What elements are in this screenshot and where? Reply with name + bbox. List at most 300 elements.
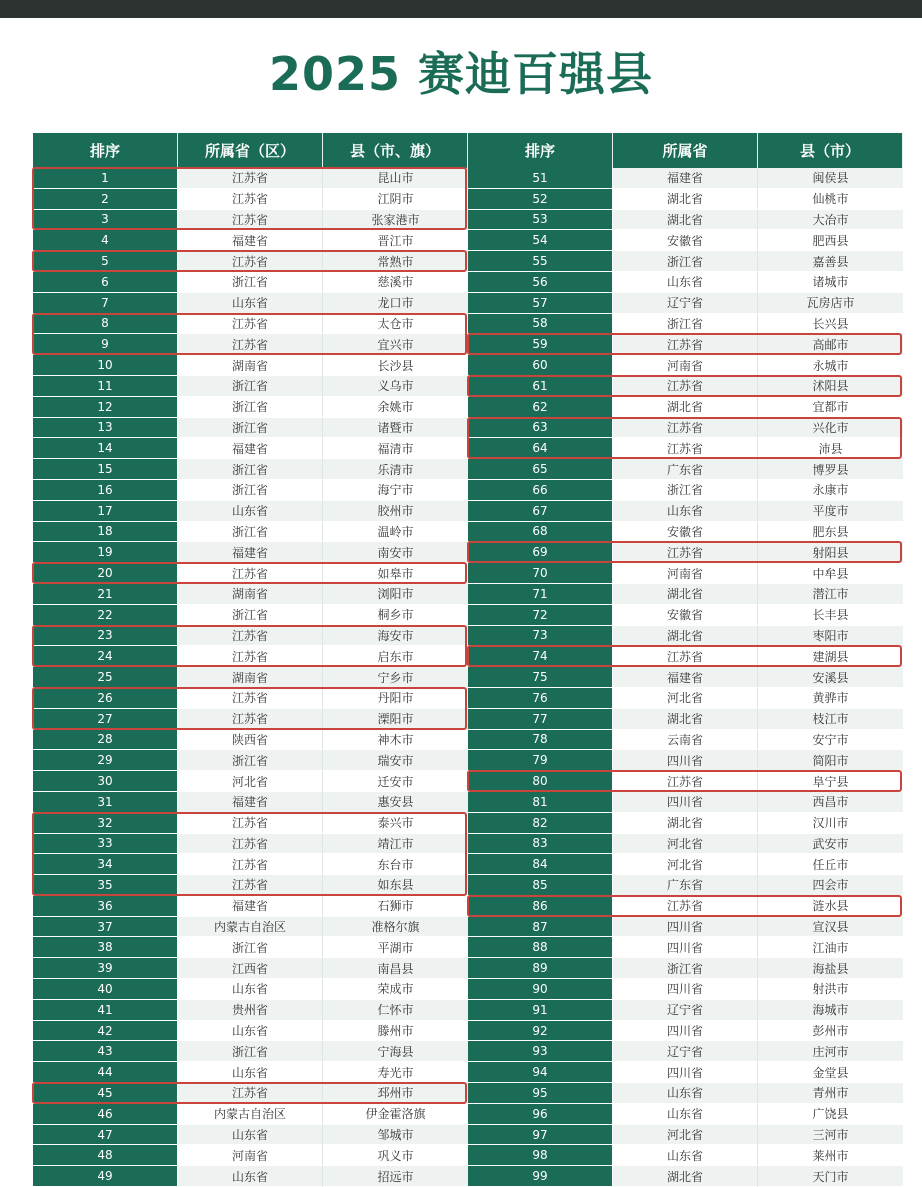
county-cell: 宁海县: [323, 1041, 468, 1062]
rank-cell: 19: [33, 542, 178, 563]
county-cell: 邹城市: [323, 1125, 468, 1146]
province-cell: 浙江省: [178, 418, 323, 439]
county-cell: 西昌市: [758, 792, 903, 813]
rank-cell: 77: [468, 709, 613, 730]
province-cell: 贵州省: [178, 1000, 323, 1021]
county-cell: 简阳市: [758, 750, 903, 771]
province-cell: 山东省: [613, 1145, 758, 1166]
province-cell: 福建省: [613, 667, 758, 688]
province-cell: 河南省: [613, 355, 758, 376]
rank-cell: 26: [33, 688, 178, 709]
rank-cell: 69: [468, 542, 613, 563]
province-cell: 浙江省: [178, 459, 323, 480]
county-cell: 慈溪市: [323, 272, 468, 293]
province-cell: 浙江省: [178, 937, 323, 958]
province-cell: 江苏省: [178, 854, 323, 875]
county-cell: 射阳县: [758, 542, 903, 563]
county-cell: 肥东县: [758, 522, 903, 543]
table-row: [33, 210, 468, 231]
province-cell: 江苏省: [613, 896, 758, 917]
county-cell: 余姚市: [323, 397, 468, 418]
county-cell: 义乌市: [323, 376, 468, 397]
table-row: [33, 1062, 468, 1083]
province-cell: 江苏省: [178, 813, 323, 834]
rank-cell: 87: [468, 917, 613, 938]
county-cell: 仁怀市: [323, 1000, 468, 1021]
county-cell: 泰兴市: [323, 813, 468, 834]
rank-cell: 63: [468, 418, 613, 439]
table-row: [33, 293, 468, 314]
table-row: [33, 563, 468, 584]
province-cell: 河南省: [613, 563, 758, 584]
rank-cell: 79: [468, 750, 613, 771]
province-cell: 浙江省: [178, 376, 323, 397]
province-cell: 湖北省: [613, 1166, 758, 1187]
table-row: [468, 875, 903, 896]
table-header: [33, 133, 468, 168]
county-cell: 南昌县: [323, 958, 468, 979]
province-cell: 江苏省: [178, 251, 323, 272]
table-row: [33, 480, 468, 501]
province-cell: 湖北省: [613, 584, 758, 605]
rank-cell: 90: [468, 979, 613, 1000]
rank-cell: 53: [468, 210, 613, 231]
county-cell: 博罗县: [758, 459, 903, 480]
county-cell: 天门市: [758, 1166, 903, 1187]
table-row: [468, 438, 903, 459]
table-row: [468, 334, 903, 355]
province-cell: 湖北省: [613, 709, 758, 730]
table-row: [468, 917, 903, 938]
county-cell: 阜宁县: [758, 771, 903, 792]
rank-cell: 34: [33, 854, 178, 875]
table-row: [33, 875, 468, 896]
table-row: [33, 750, 468, 771]
province-cell: 湖南省: [178, 667, 323, 688]
province-cell: 云南省: [613, 730, 758, 751]
table-row: [468, 1000, 903, 1021]
province-cell: 江苏省: [178, 563, 323, 584]
rank-cell: 42: [33, 1021, 178, 1042]
province-cell: 河北省: [613, 1125, 758, 1146]
table-row: [468, 813, 903, 834]
table-row: [468, 1125, 903, 1146]
table-row: [33, 917, 468, 938]
rank-cell: 9: [33, 334, 178, 355]
table-row: [468, 251, 903, 272]
county-cell: 任丘市: [758, 854, 903, 875]
province-cell: 福建省: [613, 168, 758, 189]
table-row: [33, 168, 468, 189]
province-cell: 福建省: [178, 896, 323, 917]
province-cell: 福建省: [178, 792, 323, 813]
province-cell: 福建省: [178, 230, 323, 251]
table-row: [468, 1145, 903, 1166]
table-row: [33, 792, 468, 813]
table-row: [33, 771, 468, 792]
rank-cell: 51: [468, 168, 613, 189]
county-cell: 金堂县: [758, 1062, 903, 1083]
table-row: [468, 480, 903, 501]
page-title: 2025 赛迪百强县: [268, 47, 654, 101]
table-row: [33, 979, 468, 1000]
county-cell: 宣汉县: [758, 917, 903, 938]
province-cell: 山东省: [613, 1083, 758, 1104]
province-cell: 江苏省: [613, 646, 758, 667]
rank-cell: 71: [468, 584, 613, 605]
table-row: [33, 251, 468, 272]
county-cell: 平度市: [758, 501, 903, 522]
county-cell: 桐乡市: [323, 605, 468, 626]
rank-cell: 89: [468, 958, 613, 979]
table-row: [33, 1145, 468, 1166]
county-cell: 南安市: [323, 542, 468, 563]
province-cell: 江苏省: [178, 168, 323, 189]
province-cell: 湖北省: [613, 189, 758, 210]
province-cell: 江苏省: [178, 314, 323, 335]
county-cell: 靖江市: [323, 834, 468, 855]
rank-cell: 80: [468, 771, 613, 792]
table-row: [33, 605, 468, 626]
table-row: [468, 1104, 903, 1125]
province-cell: 江苏省: [613, 438, 758, 459]
table-row: [468, 626, 903, 647]
table-row: [33, 355, 468, 376]
header-county: 县（市）: [758, 133, 903, 168]
rank-cell: 70: [468, 563, 613, 584]
table-row: [468, 792, 903, 813]
province-cell: 江苏省: [178, 646, 323, 667]
county-cell: 海城市: [758, 1000, 903, 1021]
county-cell: 中牟县: [758, 563, 903, 584]
province-cell: 湖南省: [178, 584, 323, 605]
table-row: [33, 854, 468, 875]
table-row: [33, 667, 468, 688]
rank-cell: 78: [468, 730, 613, 751]
rank-cell: 97: [468, 1125, 613, 1146]
rank-cell: 36: [33, 896, 178, 917]
province-cell: 广东省: [613, 875, 758, 896]
county-cell: 如皋市: [323, 563, 468, 584]
province-cell: 江苏省: [178, 626, 323, 647]
county-cell: 诸暨市: [323, 418, 468, 439]
table-row: [468, 667, 903, 688]
province-cell: 浙江省: [178, 522, 323, 543]
table-row: [33, 272, 468, 293]
table-row: [33, 1000, 468, 1021]
table-row: [468, 397, 903, 418]
province-cell: 浙江省: [613, 251, 758, 272]
table-row: [468, 355, 903, 376]
rank-cell: 68: [468, 522, 613, 543]
county-cell: 闽侯县: [758, 168, 903, 189]
province-cell: 内蒙古自治区: [178, 1104, 323, 1125]
table-header: [468, 133, 903, 168]
rank-cell: 72: [468, 605, 613, 626]
province-cell: 安徽省: [613, 230, 758, 251]
header-province: 所属省: [613, 133, 758, 168]
table-row: [468, 1041, 903, 1062]
rank-cell: 91: [468, 1000, 613, 1021]
county-cell: 三河市: [758, 1125, 903, 1146]
county-cell: 黄骅市: [758, 688, 903, 709]
table-row: [468, 563, 903, 584]
province-cell: 四川省: [613, 917, 758, 938]
county-cell: 常熟市: [323, 251, 468, 272]
rank-cell: 52: [468, 189, 613, 210]
header-rank: 排序: [468, 133, 613, 168]
table-row: [468, 750, 903, 771]
table-row: [33, 438, 468, 459]
province-cell: 江西省: [178, 958, 323, 979]
table-row: [33, 397, 468, 418]
table-row: [468, 418, 903, 439]
rank-cell: 23: [33, 626, 178, 647]
table-row: [33, 418, 468, 439]
county-cell: 青州市: [758, 1083, 903, 1104]
province-cell: 浙江省: [178, 1041, 323, 1062]
county-cell: 宜都市: [758, 397, 903, 418]
province-cell: 湖北省: [613, 397, 758, 418]
county-cell: 海盐县: [758, 958, 903, 979]
county-cell: 长丰县: [758, 605, 903, 626]
table-row: [33, 730, 468, 751]
province-cell: 浙江省: [613, 314, 758, 335]
rank-cell: 32: [33, 813, 178, 834]
county-cell: 海宁市: [323, 480, 468, 501]
county-cell: 兴化市: [758, 418, 903, 439]
table-row: [468, 272, 903, 293]
county-cell: 江油市: [758, 937, 903, 958]
province-cell: 辽宁省: [613, 1041, 758, 1062]
rank-cell: 10: [33, 355, 178, 376]
rank-cell: 60: [468, 355, 613, 376]
province-cell: 山东省: [613, 501, 758, 522]
county-cell: 晋江市: [323, 230, 468, 251]
rank-cell: 38: [33, 937, 178, 958]
rank-cell: 16: [33, 480, 178, 501]
table-row: [468, 771, 903, 792]
rank-cell: 62: [468, 397, 613, 418]
province-cell: 四川省: [613, 979, 758, 1000]
province-cell: 浙江省: [613, 480, 758, 501]
county-cell: 启东市: [323, 646, 468, 667]
rank-cell: 57: [468, 293, 613, 314]
province-cell: 山东省: [178, 979, 323, 1000]
county-cell: 沭阳县: [758, 376, 903, 397]
table-row: [33, 584, 468, 605]
table-row: [468, 730, 903, 751]
county-cell: 瑞安市: [323, 750, 468, 771]
province-cell: 江苏省: [178, 1083, 323, 1104]
rank-cell: 56: [468, 272, 613, 293]
county-cell: 莱州市: [758, 1145, 903, 1166]
rank-cell: 35: [33, 875, 178, 896]
county-cell: 永城市: [758, 355, 903, 376]
province-cell: 浙江省: [178, 480, 323, 501]
rank-cell: 84: [468, 854, 613, 875]
table-row: [468, 1062, 903, 1083]
table-row: [468, 189, 903, 210]
county-cell: 神木市: [323, 730, 468, 751]
rank-cell: 33: [33, 834, 178, 855]
province-cell: 江苏省: [613, 542, 758, 563]
province-cell: 河北省: [613, 688, 758, 709]
province-cell: 浙江省: [178, 272, 323, 293]
province-cell: 江苏省: [178, 210, 323, 231]
table-row: [33, 1041, 468, 1062]
province-cell: 山东省: [613, 1104, 758, 1125]
county-cell: 诸城市: [758, 272, 903, 293]
county-cell: 彭州市: [758, 1021, 903, 1042]
table-row: [33, 626, 468, 647]
rank-cell: 58: [468, 314, 613, 335]
rank-cell: 85: [468, 875, 613, 896]
header-county: 县（市、旗）: [323, 133, 468, 168]
province-cell: 四川省: [613, 792, 758, 813]
province-cell: 安徽省: [613, 605, 758, 626]
province-cell: 福建省: [178, 542, 323, 563]
rank-cell: 75: [468, 667, 613, 688]
county-cell: 邳州市: [323, 1083, 468, 1104]
province-cell: 山东省: [613, 272, 758, 293]
county-cell: 温岭市: [323, 522, 468, 543]
table-row: [33, 459, 468, 480]
province-cell: 辽宁省: [613, 1000, 758, 1021]
rank-cell: 88: [468, 937, 613, 958]
rank-cell: 25: [33, 667, 178, 688]
table-row: [468, 979, 903, 1000]
rank-cell: 40: [33, 979, 178, 1000]
province-cell: 河南省: [178, 1145, 323, 1166]
table-row: [468, 210, 903, 231]
province-cell: 江苏省: [613, 771, 758, 792]
county-cell: 惠安县: [323, 792, 468, 813]
county-cell: 准格尔旗: [323, 917, 468, 938]
rank-cell: 21: [33, 584, 178, 605]
county-cell: 福清市: [323, 438, 468, 459]
county-cell: 永康市: [758, 480, 903, 501]
rank-cell: 48: [33, 1145, 178, 1166]
province-cell: 江苏省: [178, 334, 323, 355]
table-row: [33, 1021, 468, 1042]
rank-cell: 27: [33, 709, 178, 730]
rank-cell: 22: [33, 605, 178, 626]
header-province: 所属省（区）: [178, 133, 323, 168]
county-cell: 海安市: [323, 626, 468, 647]
county-cell: 宜兴市: [323, 334, 468, 355]
table-row: [468, 584, 903, 605]
table-row: [33, 314, 468, 335]
table-row: [468, 605, 903, 626]
county-cell: 沛县: [758, 438, 903, 459]
table-row: [33, 501, 468, 522]
county-cell: 瓦房店市: [758, 293, 903, 314]
county-cell: 龙口市: [323, 293, 468, 314]
province-cell: 江苏省: [178, 688, 323, 709]
province-cell: 广东省: [613, 459, 758, 480]
county-cell: 枝江市: [758, 709, 903, 730]
county-cell: 溧阳市: [323, 709, 468, 730]
rank-cell: 86: [468, 896, 613, 917]
province-cell: 江苏省: [613, 376, 758, 397]
table-row: [468, 501, 903, 522]
rank-cell: 43: [33, 1041, 178, 1062]
rank-cell: 30: [33, 771, 178, 792]
rank-cell: 28: [33, 730, 178, 751]
rank-cell: 81: [468, 792, 613, 813]
county-cell: 胶州市: [323, 501, 468, 522]
ranking-table-right: [468, 133, 903, 1187]
county-cell: 荣成市: [323, 979, 468, 1000]
province-cell: 山东省: [178, 1125, 323, 1146]
county-cell: 嘉善县: [758, 251, 903, 272]
rank-cell: 64: [468, 438, 613, 459]
rank-cell: 92: [468, 1021, 613, 1042]
table-row: [468, 709, 903, 730]
county-cell: 建湖县: [758, 646, 903, 667]
rank-cell: 2: [33, 189, 178, 210]
rank-cell: 55: [468, 251, 613, 272]
province-cell: 湖南省: [178, 355, 323, 376]
rank-cell: 14: [33, 438, 178, 459]
rank-cell: 47: [33, 1125, 178, 1146]
province-cell: 浙江省: [613, 958, 758, 979]
table-row: [468, 854, 903, 875]
county-cell: 东台市: [323, 854, 468, 875]
table-row: [33, 709, 468, 730]
table-row: [468, 937, 903, 958]
table-row: [468, 1166, 903, 1187]
rank-cell: 95: [468, 1083, 613, 1104]
province-cell: 江苏省: [178, 189, 323, 210]
table-row: [33, 958, 468, 979]
rank-cell: 8: [33, 314, 178, 335]
province-cell: 湖北省: [613, 626, 758, 647]
rank-cell: 44: [33, 1062, 178, 1083]
county-cell: 平湖市: [323, 937, 468, 958]
province-cell: 山东省: [178, 293, 323, 314]
rank-cell: 17: [33, 501, 178, 522]
rank-cell: 49: [33, 1166, 178, 1187]
county-cell: 高邮市: [758, 334, 903, 355]
table-row: [468, 834, 903, 855]
rank-cell: 12: [33, 397, 178, 418]
province-cell: 江苏省: [613, 334, 758, 355]
table-row: [33, 646, 468, 667]
county-cell: 丹阳市: [323, 688, 468, 709]
county-cell: 张家港市: [323, 210, 468, 231]
rank-cell: 67: [468, 501, 613, 522]
province-cell: 河北省: [613, 834, 758, 855]
rank-cell: 73: [468, 626, 613, 647]
rank-cell: 65: [468, 459, 613, 480]
table-row: [33, 688, 468, 709]
province-cell: 四川省: [613, 1062, 758, 1083]
province-cell: 江苏省: [613, 418, 758, 439]
county-cell: 太仓市: [323, 314, 468, 335]
table-row: [33, 542, 468, 563]
province-cell: 江苏省: [178, 834, 323, 855]
rank-cell: 59: [468, 334, 613, 355]
rank-cell: 94: [468, 1062, 613, 1083]
rank-cell: 31: [33, 792, 178, 813]
province-cell: 浙江省: [178, 605, 323, 626]
table-row: [468, 314, 903, 335]
province-cell: 陕西省: [178, 730, 323, 751]
table-row: [468, 1021, 903, 1042]
county-cell: 如东县: [323, 875, 468, 896]
